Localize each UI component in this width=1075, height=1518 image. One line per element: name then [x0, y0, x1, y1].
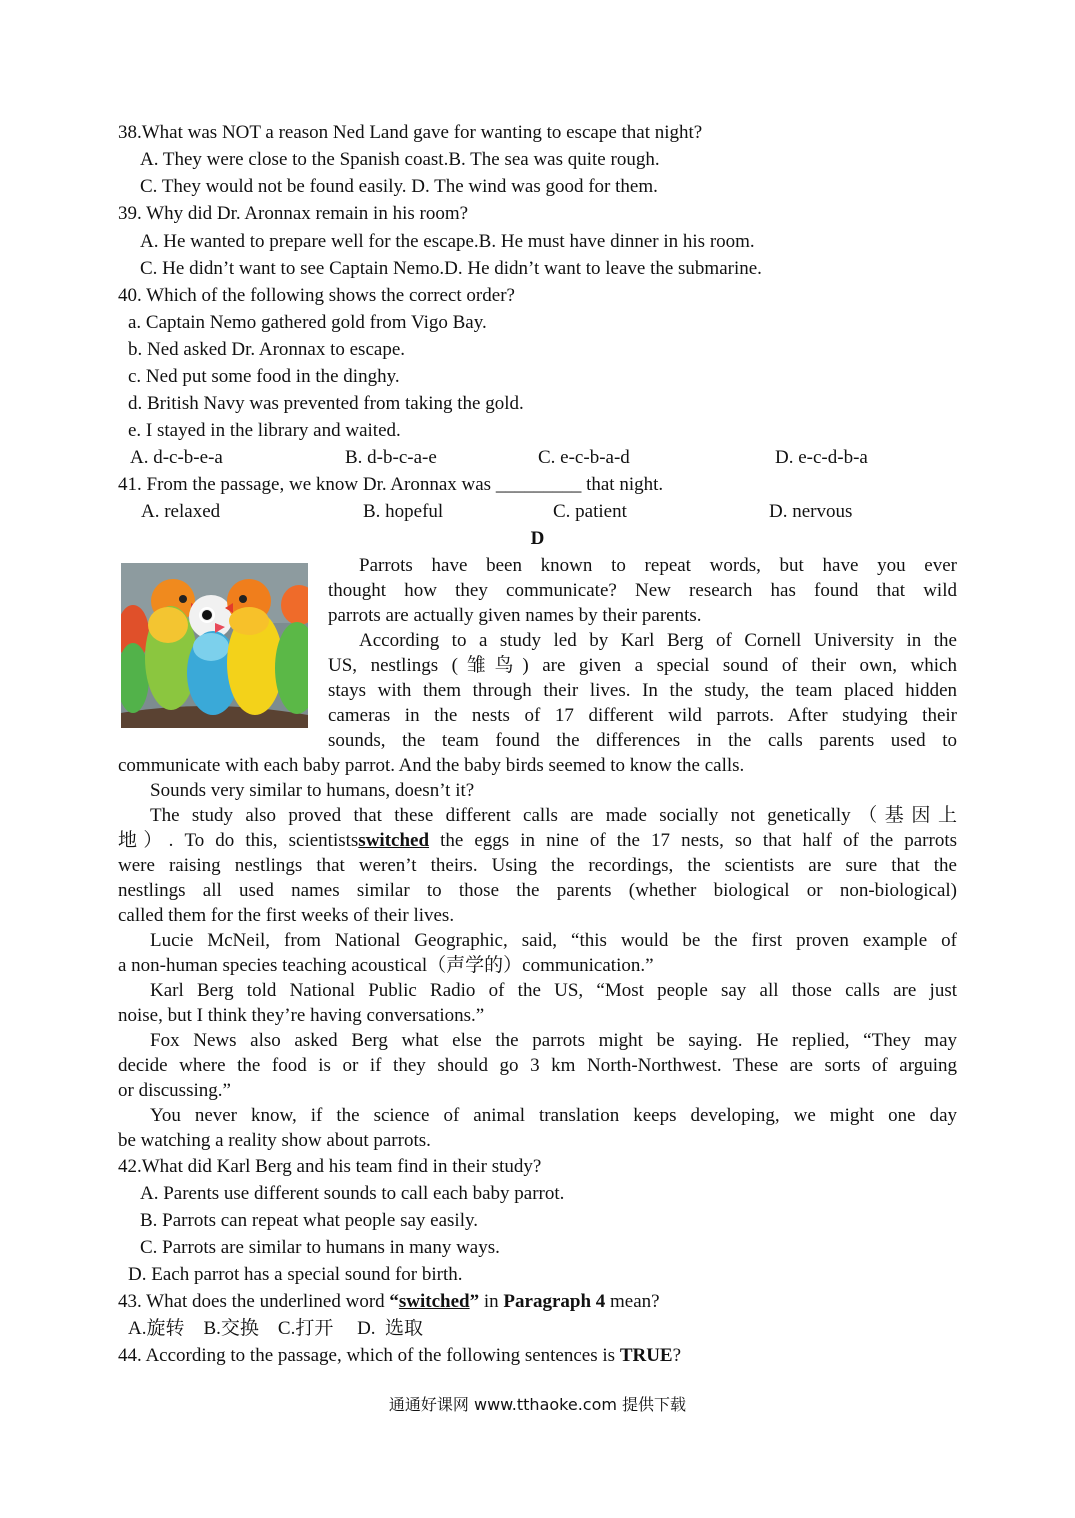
q42-option-a: A. Parents use different sounds to call each baby parrot. — [140, 1183, 565, 1204]
q40-option-a: A. d-c-b-e-a — [130, 447, 223, 468]
text-line: stays with them through their lives. In the study, the team placed hidden — [328, 680, 957, 701]
text-line: were raising nestlings that weren’t theirs. Using the recordings, the scientists are sure that the — [118, 855, 957, 876]
text-span: 地）. To do this, scientists — [118, 830, 359, 851]
text-line: or discussing.” — [118, 1080, 231, 1101]
section-heading: D — [530, 528, 545, 549]
q40-item: c. Ned put some food in the dinghy. — [128, 366, 400, 387]
q43-options: A.旋转 B.交换 C.打开 D. 选取 — [128, 1318, 424, 1339]
text-line — [118, 828, 957, 853]
q40-item: a. Captain Nemo gathered gold from Vigo Bay. — [128, 312, 487, 333]
article-paragraph-1 — [328, 553, 957, 628]
q42-option-b: B. Parrots can repeat what people say easily. — [140, 1210, 479, 1231]
q39-stem: 39. Why did Dr. Aronnax remain in his room? — [118, 203, 469, 224]
q40-item: e. I stayed in the library and waited. — [128, 420, 401, 441]
article-paragraph-7 — [118, 1028, 957, 1103]
q42-option-c: C. Parrots are similar to humans in many ways. — [140, 1237, 500, 1258]
q38-options-line2: C. They would not be found easily. D. The wind was good for them. — [140, 176, 658, 197]
page-footer: 通通好课网 www.tthaoke.com 提供下载 — [388, 1395, 687, 1414]
text-line: be watching a reality show about parrots. — [118, 1130, 431, 1151]
text-line: sounds, the team found the differences in the calls parents used to — [328, 730, 957, 751]
text-line: Karl Berg told National Public Radio of the US, “Most people say all those calls are just — [150, 980, 957, 1001]
q40-item: d. British Navy was prevented from taking the gold. — [128, 393, 524, 414]
q38-options-line1: A. They were close to the Spanish coast.B. The sea was quite rough. — [140, 149, 660, 170]
bold-text: Paragraph 4 — [503, 1291, 606, 1312]
q44-stem — [118, 1344, 681, 1368]
text-line: thought how they communicate? New research has found that wild — [328, 580, 957, 601]
article-paragraph-5 — [118, 928, 957, 978]
text-span: 44. According to the passage, which of the following sentences is — [118, 1345, 620, 1366]
text-line: cameras in the nests of 17 different wild parrots. After studying their — [328, 705, 957, 726]
q41-stem: 41. From the passage, we know Dr. Aronnax was _________ that night. — [118, 474, 664, 495]
article-paragraph-2 — [328, 628, 957, 753]
text-line: nestlings all used names similar to those the parents (whether biological or non-biological) — [118, 880, 957, 901]
q39-options-line2: C. He didn’t want to see Captain Nemo.D. He didn’t want to leave the submarine. — [140, 258, 762, 279]
article-paragraph-6 — [118, 978, 957, 1028]
q42-option-d: D. Each parrot has a special sound for birth. — [128, 1264, 463, 1285]
text-line: a non-human species teaching acoustical（声学的）communication.” — [118, 955, 654, 976]
text-line: noise, but I think they’re having conversations.” — [118, 1005, 485, 1026]
q40-option-d: D. e-c-d-b-a — [775, 447, 868, 468]
text-line: parrots are actually given names by their parents. — [328, 605, 702, 626]
q40-item: b. Ned asked Dr. Aronnax to escape. — [128, 339, 406, 360]
underlined-word: switched — [398, 1291, 470, 1312]
q38-stem: 38.What was NOT a reason Ned Land gave for wanting to escape that night? — [118, 122, 703, 143]
text-span: the eggs in nine of the 17 nests, so that half of the parrots — [429, 830, 957, 851]
q41-option-b: B. hopeful — [363, 501, 444, 522]
bold-text: TRUE — [619, 1345, 673, 1366]
text-line: The study also proved that these different calls are made socially not genetically（基因上 — [150, 805, 957, 826]
text-line: US, nestlings (雏鸟) are given a special sound of their own, which — [328, 655, 957, 676]
parrots-photo — [121, 563, 308, 728]
underlined-word: switched — [358, 830, 430, 851]
article-paragraph-3: Sounds very similar to humans, doesn’t it? — [150, 780, 475, 801]
q39-options-line1: A. He wanted to prepare well for the escape.B. He must have dinner in his room. — [140, 231, 755, 252]
q41-option-a: A. relaxed — [141, 501, 221, 522]
q42-stem: 42.What did Karl Berg and his team find in their study? — [118, 1156, 542, 1177]
q41-option-d: D. nervous — [769, 501, 853, 522]
text-line: Parrots have been known to repeat words, but have you ever — [359, 555, 957, 576]
text-line: Fox News also asked Berg what else the parrots might be saying. He replied, “They may — [150, 1030, 957, 1051]
q40-stem: 40. Which of the following shows the correct order? — [118, 285, 515, 306]
parrots-illustration — [121, 563, 308, 728]
text-span: in — [479, 1291, 504, 1312]
q43-stem: 43. What does the underlined word “switched” in Paragraph 4 mean? — [118, 1291, 660, 1312]
article-paragraph-8 — [118, 1103, 957, 1153]
text-span: ? — [672, 1345, 682, 1366]
text-span: 43. What does the underlined word — [118, 1291, 390, 1312]
article-paragraph-4 — [118, 803, 957, 928]
q41-option-c: C. patient — [553, 501, 627, 522]
text-line: decide where the food is or if they should go 3 km North-Northwest. These are sorts of arguing — [118, 1055, 957, 1076]
text-line: According to a study led by Karl Berg of Cornell University in the — [359, 630, 957, 651]
q40-option-c: C. e-c-b-a-d — [538, 447, 630, 468]
text-line: You never know, if the science of animal translation keeps developing, we might one day — [150, 1105, 957, 1126]
q40-option-b: B. d-b-c-a-e — [345, 447, 437, 468]
text-line: called them for the first weeks of their lives. — [118, 905, 455, 926]
text-line: communicate with each baby parrot. And the baby birds seemed to know the calls. — [118, 755, 745, 776]
text-line: Lucie McNeil, from National Geographic, said, “this would be the first proven example of — [150, 930, 957, 951]
text-span: mean? — [605, 1291, 660, 1312]
